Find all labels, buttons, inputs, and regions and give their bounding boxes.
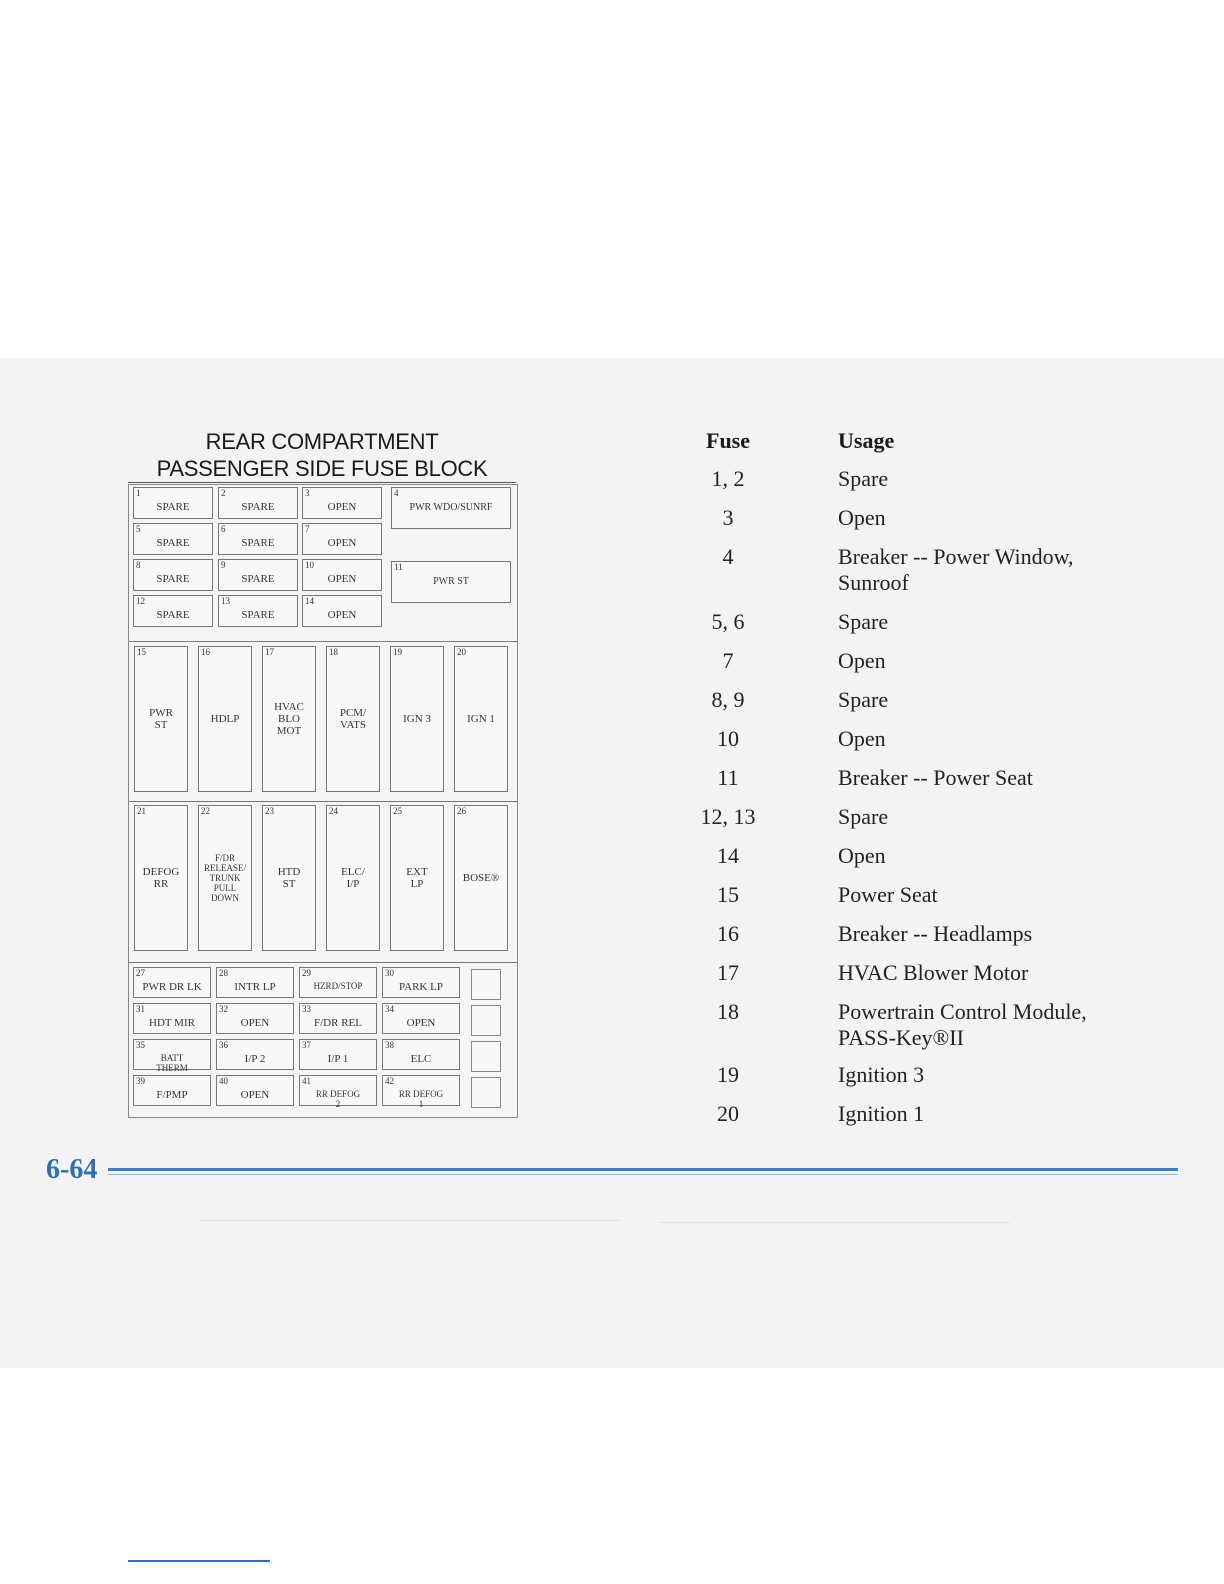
table-row-usage: Spare xyxy=(838,466,889,491)
table-row-usage: Ignition 3 xyxy=(838,1062,925,1087)
fuse-number: 29 xyxy=(302,968,311,978)
table-row-fuse: 19 xyxy=(717,1062,739,1087)
fuse-number: 12 xyxy=(136,596,145,606)
table-row-fuse: 18 xyxy=(717,999,739,1024)
page-number: 6-64 xyxy=(46,1154,98,1185)
fuse-label: PARK LP xyxy=(399,981,443,993)
fuse-41 xyxy=(299,1075,377,1109)
table-row-fuse: 1, 2 xyxy=(711,466,745,491)
diagram-title xyxy=(128,428,516,482)
fuse-29 xyxy=(299,967,377,998)
fuse-31 xyxy=(133,1003,211,1034)
fuse-39 xyxy=(133,1075,211,1106)
fuse-label: SPARE xyxy=(241,537,275,549)
fuse-number: 16 xyxy=(201,647,210,657)
fuse-label: OPEN xyxy=(327,609,357,621)
fuse-number: 2 xyxy=(221,488,226,498)
fuse-number: 34 xyxy=(385,1004,394,1014)
table-row-usage: Open xyxy=(838,505,886,530)
fuse-13 xyxy=(218,595,298,627)
fuse-number: 20 xyxy=(457,647,466,657)
fuse-number: 31 xyxy=(136,1004,145,1014)
fuse-label: IGN 1 xyxy=(467,713,495,725)
fuse-label: SPARE xyxy=(156,537,190,549)
divider xyxy=(200,1220,620,1221)
table-row-fuse: 8, 9 xyxy=(711,687,745,712)
fuse-label: ELC xyxy=(410,1053,432,1065)
empty-slot xyxy=(471,1077,501,1108)
fuse-9 xyxy=(218,559,298,591)
fuse-label: ELC/ I/P xyxy=(341,866,365,890)
fuse-4 xyxy=(391,487,511,529)
table-row-usage: Breaker -- Power Seat xyxy=(838,765,1033,790)
fuse-16 xyxy=(198,646,252,792)
fuse-2 xyxy=(218,487,298,519)
fuse-1 xyxy=(133,487,213,519)
table-row-fuse: 7 xyxy=(722,648,734,673)
diagram-title-line1: REAR COMPARTMENT xyxy=(205,429,439,454)
fuse-number: 35 xyxy=(136,1040,145,1050)
fuse-label: HTD ST xyxy=(277,866,301,890)
fuse-3 xyxy=(302,487,382,519)
fuse-33 xyxy=(299,1003,377,1034)
fuse-label: F/DR RELEASE/ TRUNK PULL DOWN xyxy=(204,853,246,903)
fuse-25 xyxy=(390,805,444,951)
column-header-fuse: Fuse xyxy=(706,428,750,453)
fuse-24 xyxy=(326,805,380,951)
fuse-number: 18 xyxy=(329,647,338,657)
fuse-label: RR DEFOG 1 xyxy=(398,1089,444,1109)
fuse-42 xyxy=(382,1075,460,1109)
table-row-fuse: 12, 13 xyxy=(700,804,756,829)
fuse-label: SPARE xyxy=(241,501,275,513)
fuse-12 xyxy=(133,595,213,627)
table-row-usage: Spare xyxy=(838,609,889,634)
fuse-40 xyxy=(216,1075,294,1106)
fuse-label: OPEN xyxy=(327,501,357,513)
table-row-fuse: 4 xyxy=(722,544,734,569)
table-row-fuse: 17 xyxy=(717,960,739,985)
fuse-37 xyxy=(299,1039,377,1070)
table-row-usage: Open xyxy=(838,726,886,751)
fuse-number: 15 xyxy=(137,647,146,657)
fuse-number: 40 xyxy=(219,1076,228,1086)
fuse-7 xyxy=(302,523,382,555)
fuse-34 xyxy=(382,1003,460,1034)
fuse-20 xyxy=(454,646,508,792)
fuse-number: 6 xyxy=(221,524,226,534)
fuse-number: 27 xyxy=(136,968,145,978)
fuse-17 xyxy=(262,646,316,792)
fuse-number: 17 xyxy=(265,647,274,657)
fuse-label: BATT THERM xyxy=(156,1053,188,1073)
fuse-number: 42 xyxy=(385,1076,394,1086)
fuse-number: 3 xyxy=(305,488,310,498)
fuse-23 xyxy=(262,805,316,951)
fuse-21 xyxy=(134,805,188,951)
fuse-22 xyxy=(198,805,252,951)
table-row-fuse: 16 xyxy=(717,921,739,946)
table-row-usage: Open xyxy=(838,648,886,673)
fuse-label: OPEN xyxy=(327,537,357,549)
fuse-number: 11 xyxy=(394,562,403,572)
fuse-label: PWR DR LK xyxy=(142,981,202,993)
fuse-15 xyxy=(134,646,188,792)
fuse-number: 36 xyxy=(219,1040,228,1050)
table-row-fuse: 15 xyxy=(717,882,739,907)
fuse-label: IGN 3 xyxy=(403,713,431,725)
table-row-usage: Open xyxy=(838,843,886,868)
table-row-fuse: 11 xyxy=(717,765,739,790)
fuse-number: 24 xyxy=(329,806,338,816)
fuse-10 xyxy=(302,559,382,591)
table-row-usage: Spare xyxy=(838,687,889,712)
empty-slot xyxy=(471,969,501,1000)
fuse-block-diagram xyxy=(128,484,518,1118)
fuse-19 xyxy=(390,646,444,792)
fuse-label: BOSE® xyxy=(462,872,500,884)
empty-slot xyxy=(471,1005,501,1036)
fuse-number: 26 xyxy=(457,806,466,816)
fuse-label: OPEN xyxy=(327,573,357,585)
fuse-label: PCM/ VATS xyxy=(339,707,367,731)
fuse-number: 33 xyxy=(302,1004,311,1014)
fuse-number: 1 xyxy=(136,488,141,498)
fuse-label: PWR WDO/SUNRF xyxy=(409,502,493,513)
fuse-label: EXT LP xyxy=(406,866,428,890)
fuse-number: 32 xyxy=(219,1004,228,1014)
fuse-label: HZRD/STOP xyxy=(313,981,363,991)
fuse-number: 13 xyxy=(221,596,230,606)
fuse-number: 5 xyxy=(136,524,141,534)
table-row-usage: HVAC Blower Motor xyxy=(838,960,1029,985)
fuse-label: SPARE xyxy=(156,501,190,513)
fuse-26 xyxy=(454,805,508,951)
fuse-number: 25 xyxy=(393,806,402,816)
fuse-label: OPEN xyxy=(240,1017,270,1029)
column-header-usage: Usage xyxy=(838,428,895,453)
footer-rule xyxy=(108,1168,1178,1171)
fuse-number: 9 xyxy=(221,560,226,570)
fuse-label: SPARE xyxy=(156,609,190,621)
table-row-fuse: 14 xyxy=(717,843,739,868)
footer-rule-thin xyxy=(108,1174,1178,1175)
fuse-number: 28 xyxy=(219,968,228,978)
fuse-number: 19 xyxy=(393,647,402,657)
fuse-number: 23 xyxy=(265,806,274,816)
table-row-fuse: 10 xyxy=(717,726,739,751)
table-row-usage: Spare xyxy=(838,804,889,829)
fuse-label: PWR ST xyxy=(433,576,469,587)
fuse-number: 21 xyxy=(137,806,146,816)
table-row-usage: Power Seat xyxy=(838,882,938,907)
fuse-35 xyxy=(133,1039,211,1073)
divider xyxy=(660,1222,1010,1223)
fuse-18 xyxy=(326,646,380,792)
fuse-number: 4 xyxy=(394,488,399,498)
table-row-usage: Powertrain Control Module, PASS-Key®II xyxy=(838,999,1087,1050)
table-row-usage: Breaker -- Headlamps xyxy=(838,921,1033,946)
fuse-38 xyxy=(382,1039,460,1070)
fuse-label: SPARE xyxy=(156,573,190,585)
fuse-14 xyxy=(302,595,382,627)
fuse-label: INTR LP xyxy=(234,981,276,993)
bottom-rule xyxy=(128,1560,270,1562)
title-underline xyxy=(128,482,516,483)
fuse-label: F/PMP xyxy=(156,1089,188,1101)
fuse-label: I/P 2 xyxy=(244,1053,266,1065)
table-row-fuse: 5, 6 xyxy=(711,609,745,634)
table-row-usage: Breaker -- Power Window, Sunroof xyxy=(838,544,1074,595)
fuse-label: OPEN xyxy=(240,1089,270,1101)
table-row-fuse: 3 xyxy=(722,505,734,530)
fuse-11 xyxy=(391,561,511,603)
fuse-number: 30 xyxy=(385,968,394,978)
fuse-label: HVAC BLO MOT xyxy=(274,701,304,737)
fuse-number: 10 xyxy=(305,560,314,570)
fuse-number: 41 xyxy=(302,1076,311,1086)
fuse-label: SPARE xyxy=(241,573,275,585)
fuse-8 xyxy=(133,559,213,591)
fuse-number: 37 xyxy=(302,1040,311,1050)
fuse-30 xyxy=(382,967,460,998)
fuse-5 xyxy=(133,523,213,555)
fuse-label: I/P 1 xyxy=(327,1053,349,1065)
fuse-number: 22 xyxy=(201,806,210,816)
fuse-label: RR DEFOG 2 xyxy=(315,1089,361,1109)
fuse-label: F/DR REL xyxy=(314,1017,362,1029)
fuse-label: PWR ST xyxy=(149,707,173,731)
fuse-label: DEFOG RR xyxy=(142,866,180,890)
fuse-label: HDT MIR xyxy=(149,1017,195,1029)
fuse-36 xyxy=(216,1039,294,1070)
fuse-label: OPEN xyxy=(406,1017,436,1029)
table-row-usage: Ignition 1 xyxy=(838,1101,925,1126)
empty-slot xyxy=(471,1041,501,1072)
fuse-28 xyxy=(216,967,294,998)
fuse-32 xyxy=(216,1003,294,1034)
fuse-number: 39 xyxy=(136,1076,145,1086)
fuse-6 xyxy=(218,523,298,555)
fuse-number: 14 xyxy=(305,596,314,606)
table-row-fuse: 20 xyxy=(717,1101,739,1126)
fuse-number: 8 xyxy=(136,560,141,570)
fuse-label: HDLP xyxy=(210,713,240,725)
fuse-27 xyxy=(133,967,211,998)
diagram-title-line2: PASSENGER SIDE FUSE BLOCK xyxy=(156,456,488,481)
fuse-label: SPARE xyxy=(241,609,275,621)
fuse-number: 38 xyxy=(385,1040,394,1050)
fuse-number: 7 xyxy=(305,524,310,534)
